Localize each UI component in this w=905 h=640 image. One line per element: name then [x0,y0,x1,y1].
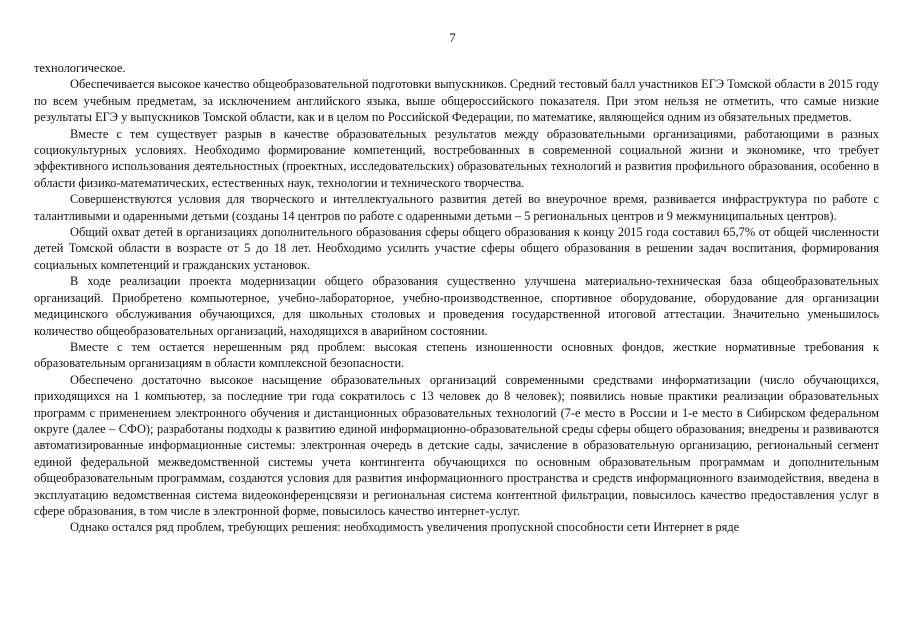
paragraph: Общий охват детей в организациях дополнительного образования сферы общего образования к концу 2015 года составил 65,7% от общей численности детей Томской области в возрасте от 5 до 18 лет. Необходимо усилить участие сферы общего образования в решении задач воспитания, формирования социальных компетенций и гражданских установок. [34,225,879,272]
page-number: 7 [449,30,456,45]
paragraph: технологическое. [34,61,126,75]
paragraph: Обеспечивается высокое качество общеобразовательной подготовки выпускников. Средний тестовый балл участников ЕГЭ Томской области в 2015 году по всем учебным предметам, за исключением английского языка, выше общероссийского показателя. При этом нельзя не отметить, что самые низкие результаты ЕГЭ у выпускников Томской области, как и в целом по Российской Федерации, по математике, являющейся одним из обязательных предметов. [34,77,879,125]
paragraph: Вместе с тем остается нерешенным ряд проблем: высокая степень изношенности основных фондов, жесткие нормативные требования к образовательным организациям в области комплексной безопасности. [34,339,879,371]
document-body [34,60,879,536]
paragraph: Совершенствуются условия для творческого и интеллектуального развития детей во внеурочное время, развивается инфраструктура по работе с талантливыми и одаренными детьми (созданы 14 центров по работе с одаренными детьми – 5 региональных центров и 9 межмуниципальных центров). [34,192,879,223]
paragraph: Вместе с тем существует разрыв в качестве образовательных результатов между образовательными организациями, работающими в разных социокультурных условиях. Необходимо формирование компетенций, востребованных в современной социальной жизни и экономике, что требует эффективного использования деятельностных (проектных, исследовательских) образовательных технологий и развития профильного образования, особенно в области физико-математических, естественных наук, технологии и технического творчества. [34,126,879,190]
paragraph: В ходе реализации проекта модернизации общего образования существенно улучшена материально-техническая база общеобразовательных организаций. Приобретено компьютерное, учебно-лабораторное, учебно-производственное, спортивное оборудование, оборудование для организации медицинского обслуживания обучающихся, для школьных столовых и проведения государственной итоговой аттестации. Значительно уменьшилось количество общеобразовательных организаций, находящихся в аварийном состоянии. [34,274,879,338]
paragraph: Обеспечено достаточно высокое насыщение образовательных организаций современными средствами информатизации (число обучающихся, приходящихся на 1 компьютер, за последние три года сократилось с 13 человек до 8 человек); появились новые практики реализации образовательных программ с применением электронного обучения и дистанционных образовательных технологий (7-е место в России и 1-е место в Сибирском федеральном округе (далее – СФО); разработаны подходы к развитию единой информационно-образовательной среды сферы общего образования; внедрены и развиваются автоматизированные информационные системы: электронная очередь в детские сады, зачисление в образовательную организацию, региональный сегмент единой федеральной межведомственной системы учета контингента обучающихся по основным образовательным программам и дополнительным общеобразовательным программам, создаются условия для развития информационного пространства и средств информационного взаимодействия, введена в эксплуатацию ведомственная система видеоконференцсвязи и региональная система контентной фильтрации, повысилось качество предоставления услуг в сфере образования, в том числе в электронной форме, повысилось качество интернет-услуг. [34,372,879,518]
paragraph: Однако остался ряд проблем, требующих решения: необходимость увеличения пропускной способности сети Интернет в ряде [70,520,740,535]
